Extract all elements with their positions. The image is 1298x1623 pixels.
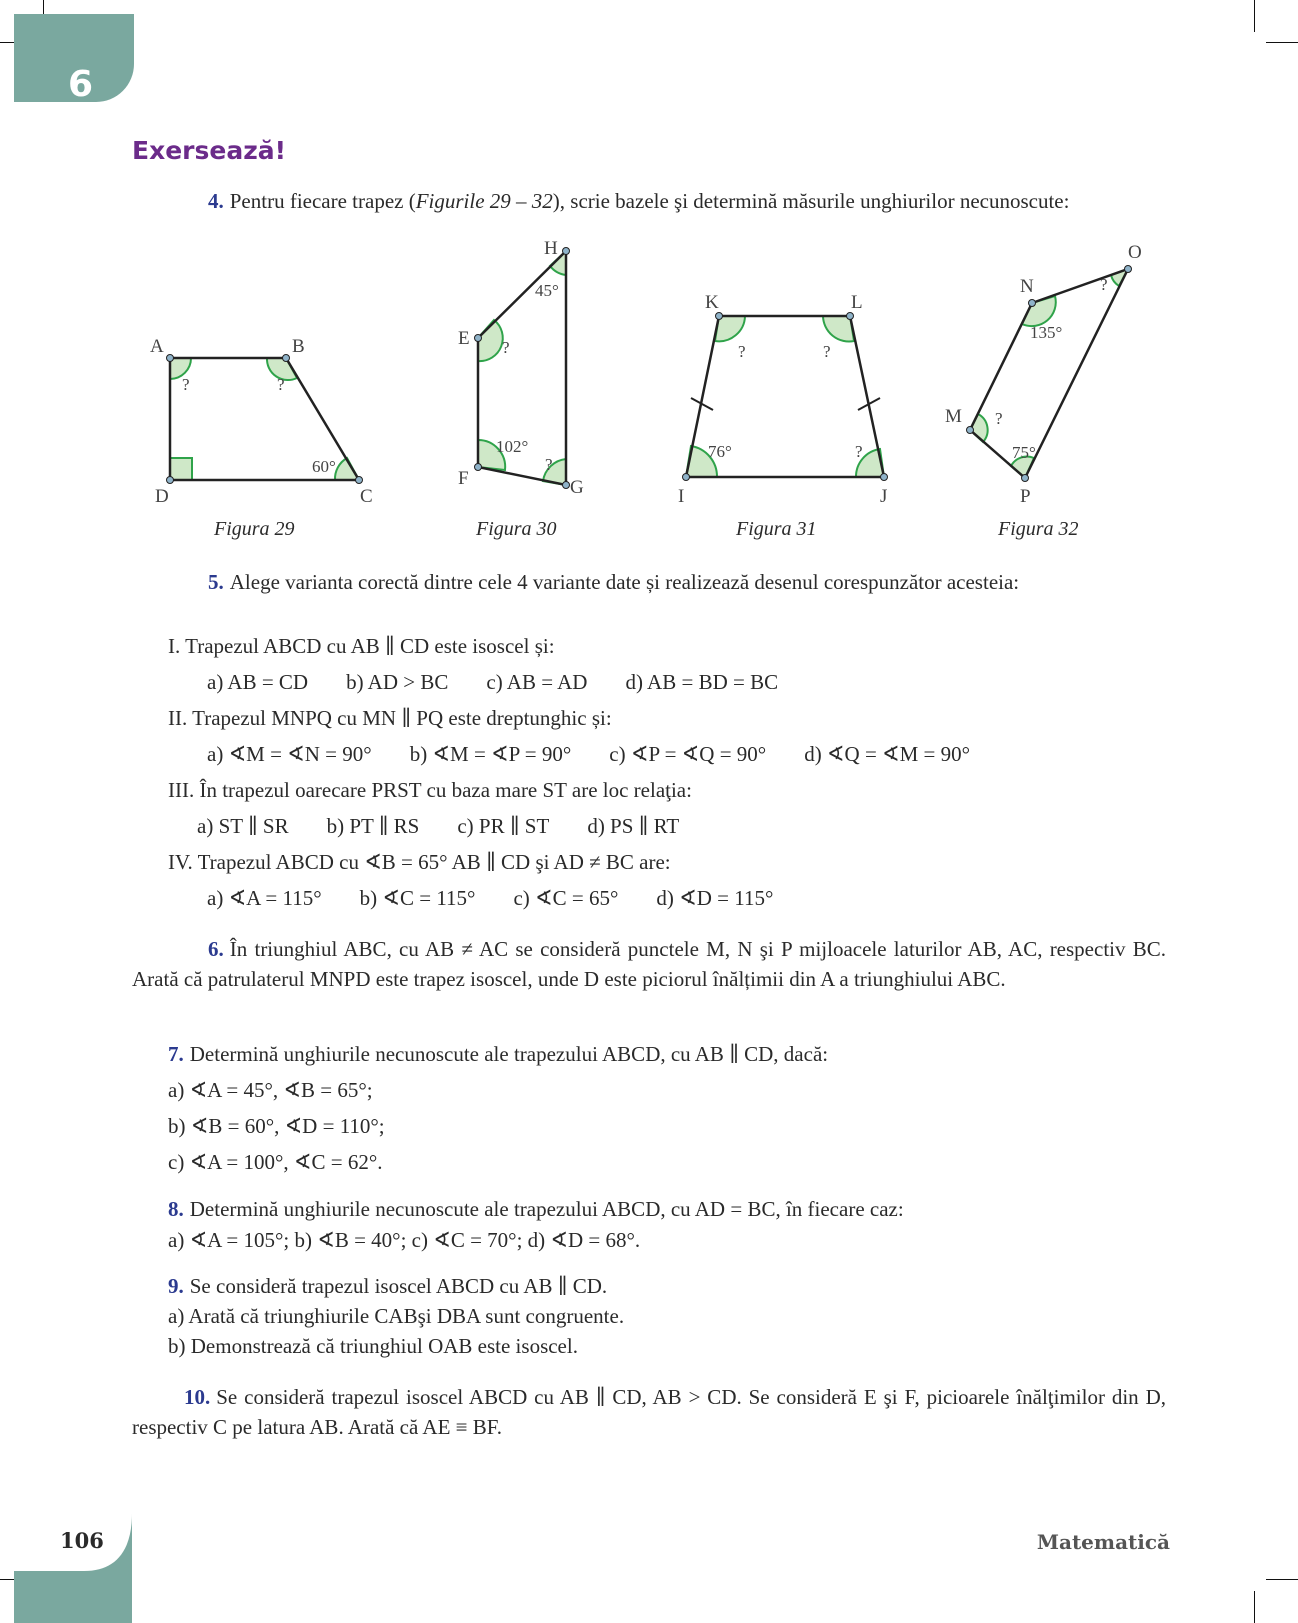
- exercise-4: 4. Pentru fiecare trapez (Figurile 29 – 32), scrie bazele şi determină măsurile unghiurilor necunoscute:: [208, 189, 1070, 213]
- figure-caption: Figura 30: [476, 518, 557, 540]
- vertex-label: C: [360, 486, 373, 507]
- vertex-label: I: [678, 486, 685, 507]
- option: a) ∢A = 115°: [207, 886, 322, 910]
- option: d) ∢D = 115°: [656, 886, 774, 910]
- exercise-5-options-1: [207, 670, 816, 695]
- angle-label: ?: [182, 375, 190, 394]
- vertex-label: G: [570, 477, 584, 498]
- vertex-label: N: [1020, 276, 1034, 297]
- figure-caption: Figura 32: [998, 518, 1079, 540]
- figure-31: [678, 292, 888, 507]
- crop-mark: [1254, 0, 1255, 32]
- chapter-number: 6: [68, 64, 94, 105]
- exercise-7: 7. Determină unghiurile necunoscute ale trapezului ABCD, cu AB ∥ CD, dacă:: [168, 1042, 829, 1066]
- angle-marker-d: [170, 458, 192, 480]
- figures: [0, 240, 1298, 540]
- angle-label: ?: [823, 342, 831, 361]
- subject-name: Matematică: [1036, 1530, 1170, 1554]
- exercise-number: 8.: [168, 1197, 184, 1221]
- vertex-label: A: [150, 336, 164, 357]
- crop-mark: [1254, 1591, 1255, 1623]
- option: c) ∢C = 65°: [513, 886, 619, 910]
- vertex-label: J: [880, 486, 888, 507]
- exercise-5-options-2: [207, 742, 1008, 767]
- vertex-label: D: [155, 486, 169, 507]
- vertex-label: O: [1128, 242, 1142, 263]
- option: c) AB = AD: [486, 670, 588, 694]
- angle-label: 76°: [708, 442, 732, 461]
- option: b) ∢C = 115°: [359, 886, 476, 910]
- option: c) PR ∥ ST: [457, 814, 550, 838]
- option: c) ∢P = ∢Q = 90°: [609, 742, 767, 766]
- crop-mark: [1266, 1579, 1298, 1580]
- page-number: 106: [60, 1528, 104, 1553]
- figure-32: [945, 242, 1142, 507]
- exercise-9-item: b) Demonstrează că triunghiul OAB este isoscel.: [168, 1334, 578, 1358]
- exercise-8: 8. Determină unghiurile necunoscute ale trapezului ABCD, cu AD = BC, în fiecare caz:: [168, 1197, 904, 1221]
- option: d) PS ∥ RT: [587, 814, 680, 838]
- vertex-label: B: [292, 336, 305, 357]
- option: a) AB = CD: [207, 670, 309, 694]
- angle-label: ?: [502, 338, 510, 357]
- section-title: Exersează!: [132, 136, 287, 165]
- angle-label: ?: [545, 455, 553, 474]
- exercise-5-options-4: [207, 886, 811, 911]
- exercise-5-part-3: III. În trapezul oarecare PRST cu baza mare ST are loc relaţia:: [168, 778, 692, 802]
- exercise-5-part-2: II. Trapezul MNPQ cu MN ∥ PQ este dreptunghic și:: [168, 706, 612, 730]
- vertex-label: L: [851, 292, 863, 313]
- exercise-number: 7.: [168, 1042, 184, 1066]
- angle-label: 75°: [1012, 443, 1036, 462]
- vertex-label: F: [458, 468, 469, 489]
- exercise-5-part-1: I. Trapezul ABCD cu AB ∥ CD este isoscel și:: [168, 634, 555, 658]
- exercise-7-item: a) ∢A = 45°, ∢B = 65°;: [168, 1078, 373, 1102]
- exercise-number: 5.: [208, 570, 224, 594]
- exercise-7-item: b) ∢B = 60°, ∢D = 110°;: [168, 1114, 385, 1138]
- figure-caption: Figura 29: [214, 518, 295, 540]
- exercise-5-part-4: IV. Trapezul ABCD cu ∢B = 65° AB ∥ CD şi AD ≠ BC are:: [168, 850, 671, 874]
- angle-label: 102°: [496, 437, 529, 456]
- vertex-label: M: [945, 406, 962, 427]
- angle-label: ?: [1100, 275, 1108, 294]
- angle-label: 45°: [535, 281, 559, 300]
- angle-label: ?: [995, 409, 1003, 428]
- exercise-10: 10. Se consideră trapezul isoscel ABCD cu AB ∥ CD, AB > CD. Se consideră E şi F, picioarele înălţimilor din D, respectiv C pe latura AB. Arată că AE ≡ BF.: [132, 1385, 1166, 1439]
- option: b) PT ∥ RS: [326, 814, 420, 838]
- exercise-9-item: a) Arată că triunghiurile CABşi DBA sunt congruente.: [168, 1304, 625, 1328]
- option: a) ST ∥ SR: [197, 814, 289, 838]
- angle-label: 60°: [312, 457, 336, 476]
- figure-caption: Figura 31: [736, 518, 817, 540]
- angle-label: ?: [277, 375, 285, 394]
- angle-label: 135°: [1030, 323, 1063, 342]
- exercise-5-options-3: [197, 814, 717, 839]
- option: d) AB = BD = BC: [625, 670, 779, 694]
- exercise-number: 6.: [208, 937, 224, 961]
- exercise-7-item: c) ∢A = 100°, ∢C = 62°.: [168, 1150, 383, 1174]
- exercise-number: 4.: [208, 189, 224, 213]
- vertex-label: K: [705, 292, 719, 313]
- option: b) ∢M = ∢P = 90°: [409, 742, 572, 766]
- exercise-9: 9. Se consideră trapezul isoscel ABCD cu AB ∥ CD.: [168, 1274, 608, 1298]
- vertex-label: P: [1020, 486, 1031, 507]
- option: b) AD > BC: [346, 670, 449, 694]
- option: d) ∢Q = ∢M = 90°: [804, 742, 971, 766]
- exercise-5: 5. Alege varianta corectă dintre cele 4 variante date și realizează desenul corespunzător acesteia:: [208, 570, 1020, 594]
- angle-label: ?: [738, 342, 746, 361]
- angle-label: ?: [855, 442, 863, 461]
- vertex-label: H: [544, 240, 558, 259]
- figure-30: [458, 240, 584, 498]
- exercise-6: 6. În triunghiul ABC, cu AB ≠ AC se consideră punctele M, N şi P mijloacele laturilor AB, AC, respectiv BC. Arată că patrulaterul MNPD este trapez isoscel, unde D este piciorul înălțimii din A a triunghiului ABC.: [132, 937, 1166, 991]
- option: a) ∢M = ∢N = 90°: [207, 742, 372, 766]
- exercise-number: 9.: [168, 1274, 184, 1298]
- exercise-number: 10.: [184, 1385, 211, 1409]
- figure-29: [150, 336, 373, 507]
- chapter-tab: [14, 14, 134, 105]
- crop-mark: [1266, 42, 1298, 43]
- vertex-label: E: [458, 328, 470, 349]
- exercise-8-items: a) ∢A = 105°; b) ∢B = 40°; c) ∢C = 70°; d) ∢D = 68°.: [168, 1228, 641, 1252]
